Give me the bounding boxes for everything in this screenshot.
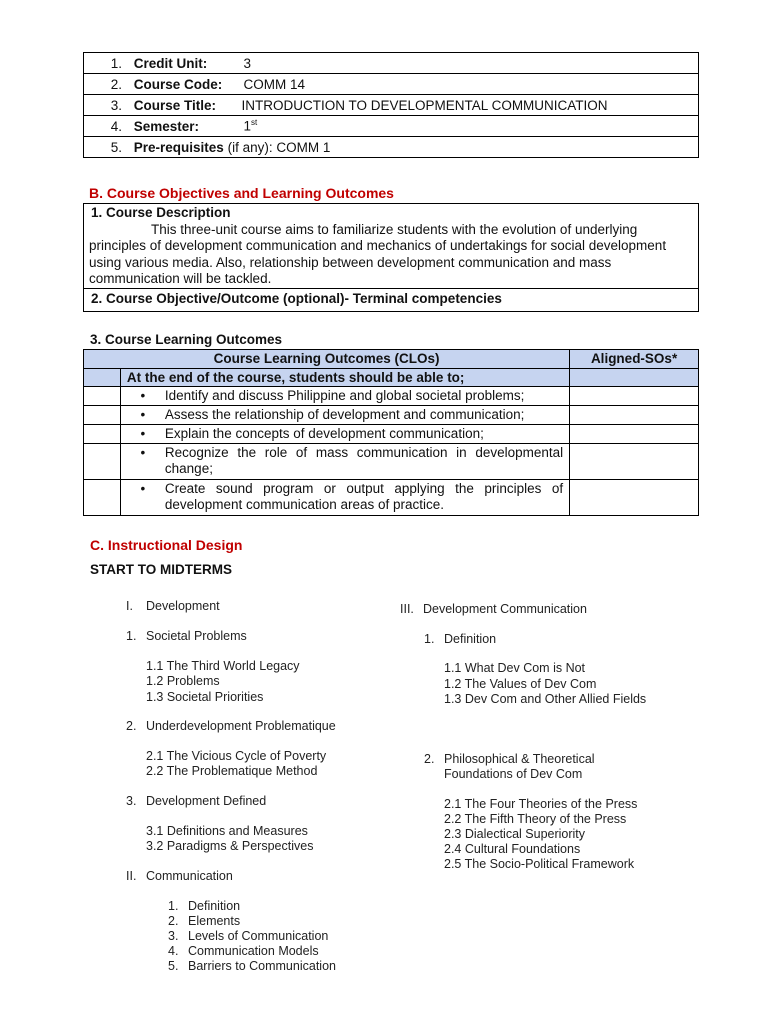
list-item: 1.3 Societal Priorities xyxy=(146,690,264,704)
clo-aligned-cell xyxy=(570,369,699,387)
list-item-number: 1. xyxy=(168,899,179,913)
list-item-number: 5. xyxy=(168,959,179,973)
outline-societal-problems: Societal Problems xyxy=(146,629,247,643)
section-c-heading: C. Instructional Design xyxy=(90,537,243,553)
list-item: 2.3 Dialectical Superiority xyxy=(444,827,586,841)
clo-blank-cell xyxy=(84,480,121,516)
row-number: 5. xyxy=(110,139,122,155)
clo-header-row xyxy=(84,350,699,369)
clo-aligned-cell xyxy=(570,387,699,406)
row-number: 1. xyxy=(110,55,122,71)
bullet-icon: • xyxy=(140,481,146,496)
course-info-table xyxy=(83,52,699,158)
course-objective-box xyxy=(83,287,699,312)
section-b-heading: B. Course Objectives and Learning Outcomes xyxy=(89,185,394,201)
outline-number: 3. xyxy=(126,794,137,808)
outline-development-defined: Development Defined xyxy=(146,794,267,808)
list-item: 2.1 The Vicious Cycle of Poverty xyxy=(146,749,327,763)
list-item: 2.4 Cultural Foundations xyxy=(444,842,581,856)
clo-aligned-cell xyxy=(570,444,699,480)
semester-value: 1 xyxy=(243,118,252,134)
outline-number: 2. xyxy=(126,719,137,733)
start-to-midterms-heading: START TO MIDTERMS xyxy=(90,562,232,577)
outline-numeral: III. xyxy=(400,602,414,616)
table-row xyxy=(84,480,699,516)
course-description-box xyxy=(83,203,699,289)
prerequisites-label: Pre-requisites xyxy=(133,139,224,155)
row-number: 3. xyxy=(110,97,122,113)
list-item-number: 4. xyxy=(168,944,179,958)
list-item-number: 2. xyxy=(168,914,179,928)
clo-intro-row xyxy=(84,369,699,387)
outline-heading-development: Development xyxy=(146,599,220,613)
credit-unit-value: 3 xyxy=(243,55,252,71)
clo-aligned-cell xyxy=(570,406,699,425)
outline-heading-communication: Communication xyxy=(146,869,233,883)
outline-underdevelopment: Underdevelopment Problematique xyxy=(146,719,336,733)
clo-intro-text: At the end of the course, students should be able to; xyxy=(120,369,569,387)
bullet-icon: • xyxy=(140,445,146,460)
course-code-value: COMM 14 xyxy=(243,76,306,92)
outline-foundations: Foundations of Dev Com xyxy=(444,767,583,781)
clo-heading: 3. Course Learning Outcomes xyxy=(90,332,283,347)
course-info-cell xyxy=(84,53,699,74)
course-title-value: INTRODUCTION TO DEVELOPMENTAL COMMUNICATION xyxy=(241,97,608,113)
row-number: 4. xyxy=(110,118,122,134)
course-info-cell xyxy=(84,95,699,116)
course-info-cell xyxy=(84,74,699,95)
course-info-cell xyxy=(84,116,699,137)
list-item: 3.1 Definitions and Measures xyxy=(146,824,308,838)
table-row xyxy=(84,425,699,444)
list-item: 1.2 The Values of Dev Com xyxy=(444,677,597,691)
list-item: Barriers to Communication xyxy=(188,959,336,973)
clo-blank-cell xyxy=(84,369,121,387)
table-row xyxy=(84,387,699,406)
aligned-sos-header: Aligned-SOs* xyxy=(570,350,699,369)
clo-item xyxy=(120,480,569,516)
table-row xyxy=(84,137,699,158)
outline-philosophical: Philosophical & Theoretical xyxy=(444,752,595,766)
credit-unit-label: Credit Unit: xyxy=(133,55,208,71)
table-row xyxy=(84,444,699,480)
row-number: 2. xyxy=(110,76,122,92)
list-item: 2.2 The Problematique Method xyxy=(146,764,318,778)
outline-definition: Definition xyxy=(444,632,497,646)
clo-item xyxy=(120,425,569,444)
bullet-icon: • xyxy=(140,388,146,403)
outline-number: 1. xyxy=(126,629,137,643)
clo-item-text: Create sound program or output applying the principles of development communication areas of practice. xyxy=(164,481,564,512)
clo-item-text: Identify and discuss Philippine and global societal problems; xyxy=(164,388,525,403)
course-title-label: Course Title: xyxy=(133,97,217,113)
table-row xyxy=(84,406,699,425)
clo-item-text: Recognize the role of mass communication in developmental change; xyxy=(164,445,564,476)
list-item: 1.1 What Dev Com is Not xyxy=(444,661,586,675)
list-item: 2.5 The Socio-Political Framework xyxy=(444,857,635,871)
table-row xyxy=(84,116,699,137)
list-item: 3.2 Paradigms & Perspectives xyxy=(146,839,314,853)
bullet-icon: • xyxy=(140,426,146,441)
clo-aligned-cell xyxy=(570,425,699,444)
semester-superscript: st xyxy=(251,118,258,128)
clo-table xyxy=(83,349,699,516)
clo-blank-cell xyxy=(84,387,121,406)
list-item: Definition xyxy=(188,899,241,913)
list-item: 1.2 Problems xyxy=(146,674,220,688)
clo-item xyxy=(120,406,569,425)
clo-aligned-cell xyxy=(570,480,699,516)
list-item-number: 3. xyxy=(168,929,179,943)
clo-blank-cell xyxy=(84,444,121,480)
list-item: 1.3 Dev Com and Other Allied Fields xyxy=(444,692,647,706)
clo-item-text: Assess the relationship of development and communication; xyxy=(164,407,525,422)
list-item: 2.1 The Four Theories of the Press xyxy=(444,797,638,811)
clo-column-header: Course Learning Outcomes (CLOs) xyxy=(84,350,570,369)
bullet-icon: • xyxy=(140,407,146,422)
semester-label: Semester: xyxy=(133,118,200,134)
outline-number: 1. xyxy=(424,632,435,646)
course-objective-heading: 2. Course Objective/Outcome (optional)- Terminal competencies xyxy=(91,291,502,306)
list-item: 1.1 The Third World Legacy xyxy=(146,659,300,673)
outline-numeral: I. xyxy=(126,599,133,613)
clo-item xyxy=(120,387,569,406)
course-description-text: This three-unit course aims to familiarize students with the evolution of underlying principles of development communication and mechanics of undertakings for social development using various media. Also, relationship between development communication and mass communication will be tackled. xyxy=(89,222,667,286)
table-row xyxy=(84,53,699,74)
course-description-heading: 1. Course Description xyxy=(91,205,231,220)
table-row xyxy=(84,95,699,116)
outline-number: 2. xyxy=(424,752,435,766)
clo-blank-cell xyxy=(84,425,121,444)
course-info-cell xyxy=(84,137,699,158)
outline-heading-dev-com: Development Communication xyxy=(423,602,587,616)
list-item: Elements xyxy=(188,914,241,928)
list-item: 2.2 The Fifth Theory of the Press xyxy=(444,812,627,826)
list-item: Levels of Communication xyxy=(188,929,329,943)
clo-item-text: Explain the concepts of development communication; xyxy=(164,426,484,441)
clo-item xyxy=(120,444,569,480)
clo-blank-cell xyxy=(84,406,121,425)
prerequisites-value: (if any): COMM 1 xyxy=(227,139,331,155)
list-item: Communication Models xyxy=(188,944,319,958)
outline-numeral: II. xyxy=(126,869,137,883)
table-row xyxy=(84,74,699,95)
course-code-label: Course Code: xyxy=(133,76,223,92)
